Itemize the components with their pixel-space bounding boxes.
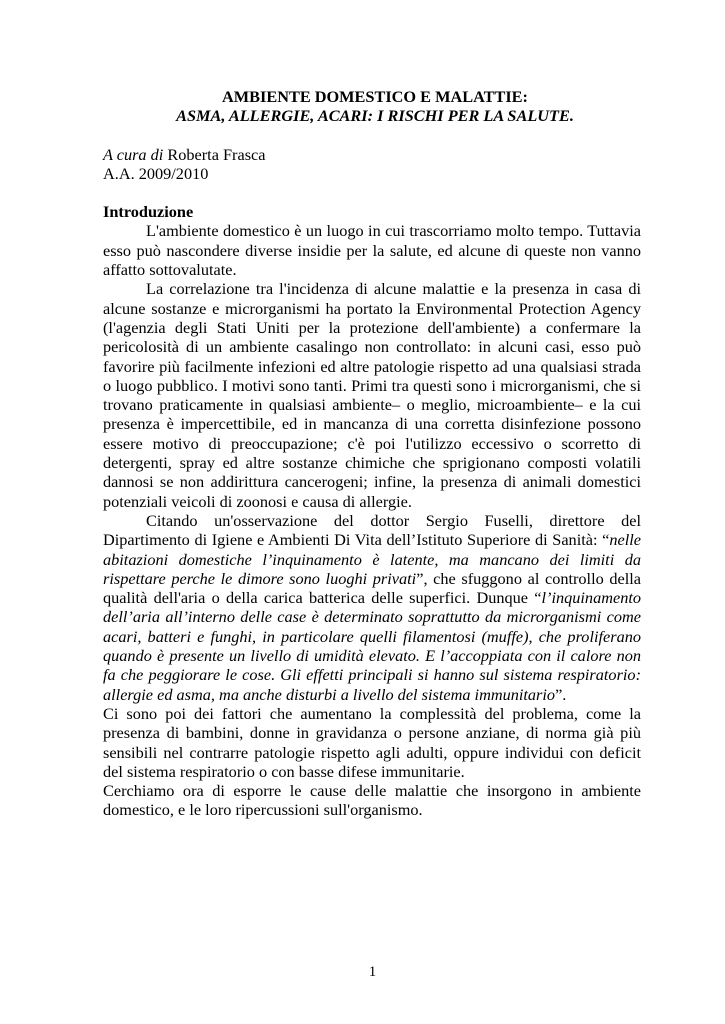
paragraph-1: L'ambiente domestico è un luogo in cui trascorriamo molto tempo. Tuttavia esso può nascondere diverse insidie per la salute, ed alcune di queste non vanno affatto sottovalutate.	[103, 221, 641, 280]
paragraph-3-text-c: ”.	[555, 684, 567, 704]
paragraph-4: Ci sono poi dei fattori che aumentano la complessità del problema, come la presenza di bambini, donne in gravidanza o persone anziane, di norma già più sensibili nel contrarre patologie rispetto agli adulti, oppure individui con deficit del sistema respiratorio o con basse difese immunitarie.	[103, 703, 641, 781]
author-prefix: A cura di	[103, 144, 164, 164]
paragraph-5: Cerchiamo ora di esporre le cause delle malattie che insorgono in ambiente domestico, e le loro ripercussioni sull'organismo.	[103, 781, 641, 820]
academic-year: A.A. 2009/2010	[103, 163, 209, 183]
paragraph-3-text-a: Citando un'osservazione del dottor Sergio Fuselli, direttore del Dipartimento di Igiene e Ambienti Di Vita dell’Istituto Superiore di Sanità: “	[103, 510, 641, 550]
author-line	[103, 145, 641, 164]
page-number: 1	[368, 964, 377, 980]
section-heading: Introduzione	[103, 202, 194, 222]
paragraph-2: La correlazione tra l'incidenza di alcune malattie e la presenza in casa di alcune sostanze e microrganismi ha portato la Environmental Protection Agency (l'agenzia degli Stati Uniti per la protezione dell'ambiente) a confermare la pericolosità di un ambiente casalingo non controllato: in alcuni casi, esso può favorire più facilmente infezioni ed altre patologie rispetto ad una qualsiasi strada o luogo pubblico. I motivi sono tanti. Primi tra questi sono i microrganismi, che si trovano praticamente in qualsiasi ambiente– o meglio, microambiente– e la cui presenza è impercettibile, ed in mancanza di una corretta disinfezione possono essere motivo di preoccupazione; c'è poi l'utilizzo eccessivo o scorretto di detergenti, spray ed altre sostanze chimiche che sprigionano composti volatili dannosi se non addirittura cancerogeni; infine, la presenza di animali domestici potenziali veicoli di zoonosi e causa di allergie.	[103, 279, 641, 511]
document-subtitle: ASMA, ALLERGIE, ACARI: I RISCHI PER LA SALUTE.	[176, 106, 574, 126]
document-title: AMBIENTE DOMESTICO E MALATTIE:	[222, 87, 528, 106]
paragraph-3-text-b: ”, che sfuggono al controllo della qualità dell'aria o della carica batterica delle superfici. Dunque “	[103, 568, 642, 608]
author-name: Roberta Frasca	[163, 144, 266, 164]
paragraph-3	[103, 511, 641, 704]
quote-2: l’inquinamento dell’aria all’interno delle case è determinato soprattutto da microrganismi come acari, batteri e funghi, in particolare quelli filamentosi (muffe), che proliferano quando è presente un livello di umidità elevato. E l’accoppiata con il calore non fa che peggiorare le cose. Gli effetti principali si hanno sul sistema respiratorio: allergie ed asma, ma anche disturbi a livello del sistema immunitario	[103, 588, 641, 704]
author-block	[103, 145, 641, 184]
page-content	[103, 87, 641, 820]
quote-1: nelle abitazioni domestiche l’inquinamento è latente, ma mancano dei limiti da rispettare perche le dimore sono luoghi privati	[103, 530, 641, 588]
